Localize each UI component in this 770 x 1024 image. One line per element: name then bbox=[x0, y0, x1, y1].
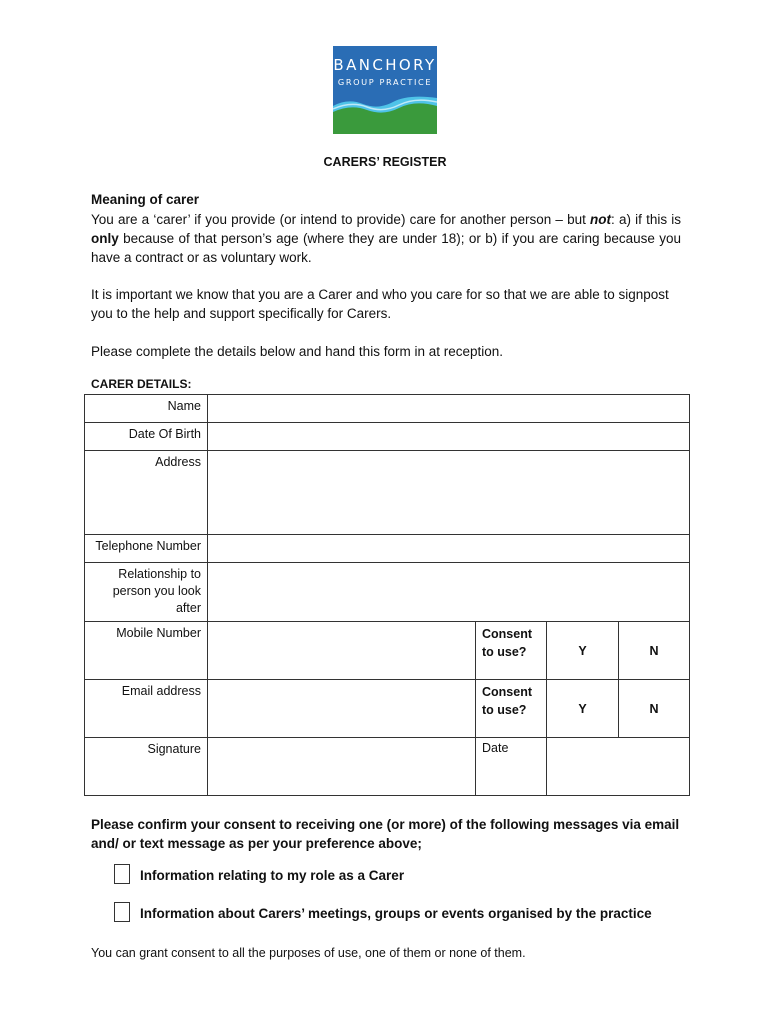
consent-option-meetings bbox=[114, 902, 652, 922]
mobile-consent-no[interactable]: N bbox=[619, 622, 690, 680]
dob-field[interactable] bbox=[208, 423, 690, 451]
email-label: Email address bbox=[85, 680, 208, 738]
address-field[interactable] bbox=[208, 451, 690, 535]
signature-field[interactable] bbox=[208, 738, 476, 796]
table-row bbox=[85, 563, 690, 622]
instructions-paragraph: Please complete the details below and hand this form in at reception. bbox=[91, 344, 503, 359]
meaning-heading: Meaning of carer bbox=[91, 192, 200, 207]
mobile-consent-label: Consent to use? bbox=[476, 622, 547, 680]
date-label: Date bbox=[476, 738, 547, 796]
mobile-consent-yes[interactable]: Y bbox=[547, 622, 619, 680]
meetings-option-label: Information about Carers’ meetings, groups or events organised by the practice bbox=[140, 906, 652, 921]
table-row bbox=[85, 451, 690, 535]
relationship-field[interactable] bbox=[208, 563, 690, 622]
signature-label: Signature bbox=[85, 738, 208, 796]
table-row bbox=[85, 535, 690, 563]
name-label: Name bbox=[85, 395, 208, 423]
page-title: CARERS’ REGISTER bbox=[323, 155, 447, 169]
importance-paragraph: It is important we know that you are a Carer and who you care for so that we are able to signpost you to the help and support specifically for Carers. bbox=[91, 287, 669, 321]
table-row bbox=[85, 738, 690, 796]
email-consent-yes[interactable]: Y bbox=[547, 680, 619, 738]
consent-footer-note: You can grant consent to all the purposes of use, one of them or none of them. bbox=[91, 946, 526, 960]
telephone-label: Telephone Number bbox=[85, 535, 208, 563]
dob-label: Date Of Birth bbox=[85, 423, 208, 451]
table-row bbox=[85, 680, 690, 738]
email-consent-label: Consent to use? bbox=[476, 680, 547, 738]
role-option-label: Information relating to my role as a Carer bbox=[140, 868, 405, 883]
email-consent-no[interactable]: N bbox=[619, 680, 690, 738]
consent-option-role bbox=[114, 864, 404, 884]
date-field[interactable] bbox=[547, 738, 690, 796]
relationship-label: Relationship to person you look after bbox=[85, 563, 208, 622]
meetings-checkbox[interactable] bbox=[114, 902, 130, 922]
carer-details-heading: CARER DETAILS: bbox=[91, 377, 192, 391]
practice-logo bbox=[333, 46, 437, 134]
carer-details-table bbox=[84, 394, 690, 796]
logo-text-group-practice: GROUP PRACTICE bbox=[337, 77, 433, 87]
mobile-label: Mobile Number bbox=[85, 622, 208, 680]
name-field[interactable] bbox=[208, 395, 690, 423]
consent-instructions: Please confirm your consent to receiving one (or more) of the following messages via email and/ or text message as per your preference above; bbox=[91, 817, 680, 851]
meaning-paragraph: You are a ‘carer’ if you provide (or intend to provide) care for another person – but not: a) if this is only because of that person’s age (where they are under 18); or b) if you are caring because you have a contract or as voluntary work. bbox=[91, 212, 682, 265]
table-row bbox=[85, 395, 690, 423]
logo-text-banchory: BANCHORY bbox=[333, 56, 437, 74]
mobile-field[interactable] bbox=[208, 622, 476, 680]
address-label: Address bbox=[85, 451, 208, 535]
telephone-field[interactable] bbox=[208, 535, 690, 563]
role-checkbox[interactable] bbox=[114, 864, 130, 884]
table-row bbox=[85, 622, 690, 680]
email-field[interactable] bbox=[208, 680, 476, 738]
table-row bbox=[85, 423, 690, 451]
